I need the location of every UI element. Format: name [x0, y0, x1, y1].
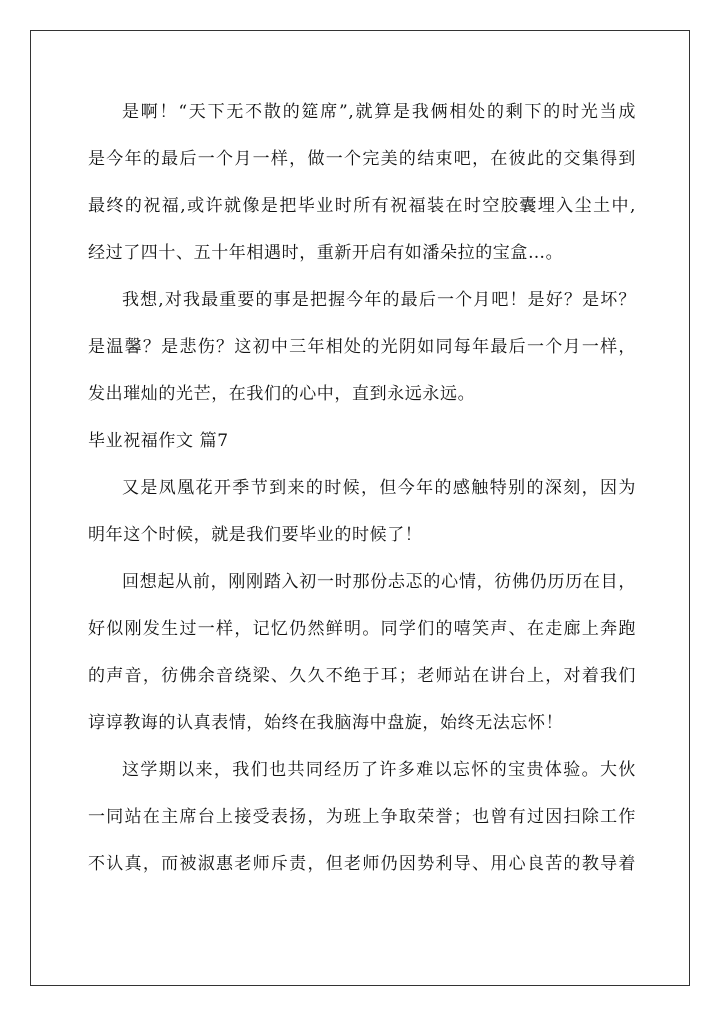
section-paragraph-2-line-4: 谆谆教诲的认真表情，始终在我脑海中盘旋，始终无法忘怀！ [88, 713, 564, 733]
section-paragraph-2-line-2: 好似刚发生过一样，记忆仍然鲜明。同学们的嘻笑声、在走廊上奔跑 [88, 619, 636, 639]
section-heading: 毕业祝福作文 篇7 [88, 431, 229, 451]
section-paragraph-1-line-2: 明年这个时候，就是我们要毕业的时候了！ [88, 525, 423, 545]
paragraph-2-line-3: 发出璀灿的光芒，在我们的心中，直到永远永远。 [88, 384, 476, 404]
section-paragraph-2-line-3: 的声音，彷佛余音绕梁、久久不绝于耳；老师站在讲台上，对着我们 [88, 666, 636, 686]
section-paragraph-3-line-1: 这学期以来，我们也共同经历了许多难以忘怀的宝贵体验。大伙 [122, 760, 636, 780]
section-paragraph-3-line-2: 一同站在主席台上接受表扬，为班上争取荣誉；也曾有过因扫除工作 [88, 807, 636, 827]
paragraph-1-line-3: 最终的祝福,或许就像是把毕业时所有祝福装在时空胶囊埋入尘土中, [88, 196, 636, 216]
section-paragraph-2-line-1: 回想起从前，刚刚踏入初一时那份忐忑的心情，彷佛仍历历在目， [122, 572, 636, 592]
paragraph-1-line-2: 是今年的最后一个月一样，做一个完美的结束吧，在彼此的交集得到 [88, 149, 636, 169]
paragraph-1-line-4: 经过了四十、五十年相遇时，重新开启有如潘朵拉的宝盒…。 [88, 243, 564, 263]
paragraph-1-line-1: 是啊！“天下无不散的筵席”,就算是我俩相处的剩下的时光当成 [122, 102, 636, 122]
page-frame [30, 30, 690, 986]
paragraph-2-line-1: 我想,对我最重要的事是把握今年的最后一个月吧！是好？是坏？ [122, 290, 636, 310]
section-paragraph-3-line-3: 不认真，而被淑惠老师斥责，但老师仍因势利导、用心良苦的教导着 [88, 854, 636, 874]
paragraph-2-line-2: 是温馨？是悲伤？这初中三年相处的光阴如同每年最后一个月一样， [88, 337, 636, 357]
section-paragraph-1-line-1: 又是凤凰花开季节到来的时候，但今年的感触特别的深刻，因为 [122, 478, 636, 498]
